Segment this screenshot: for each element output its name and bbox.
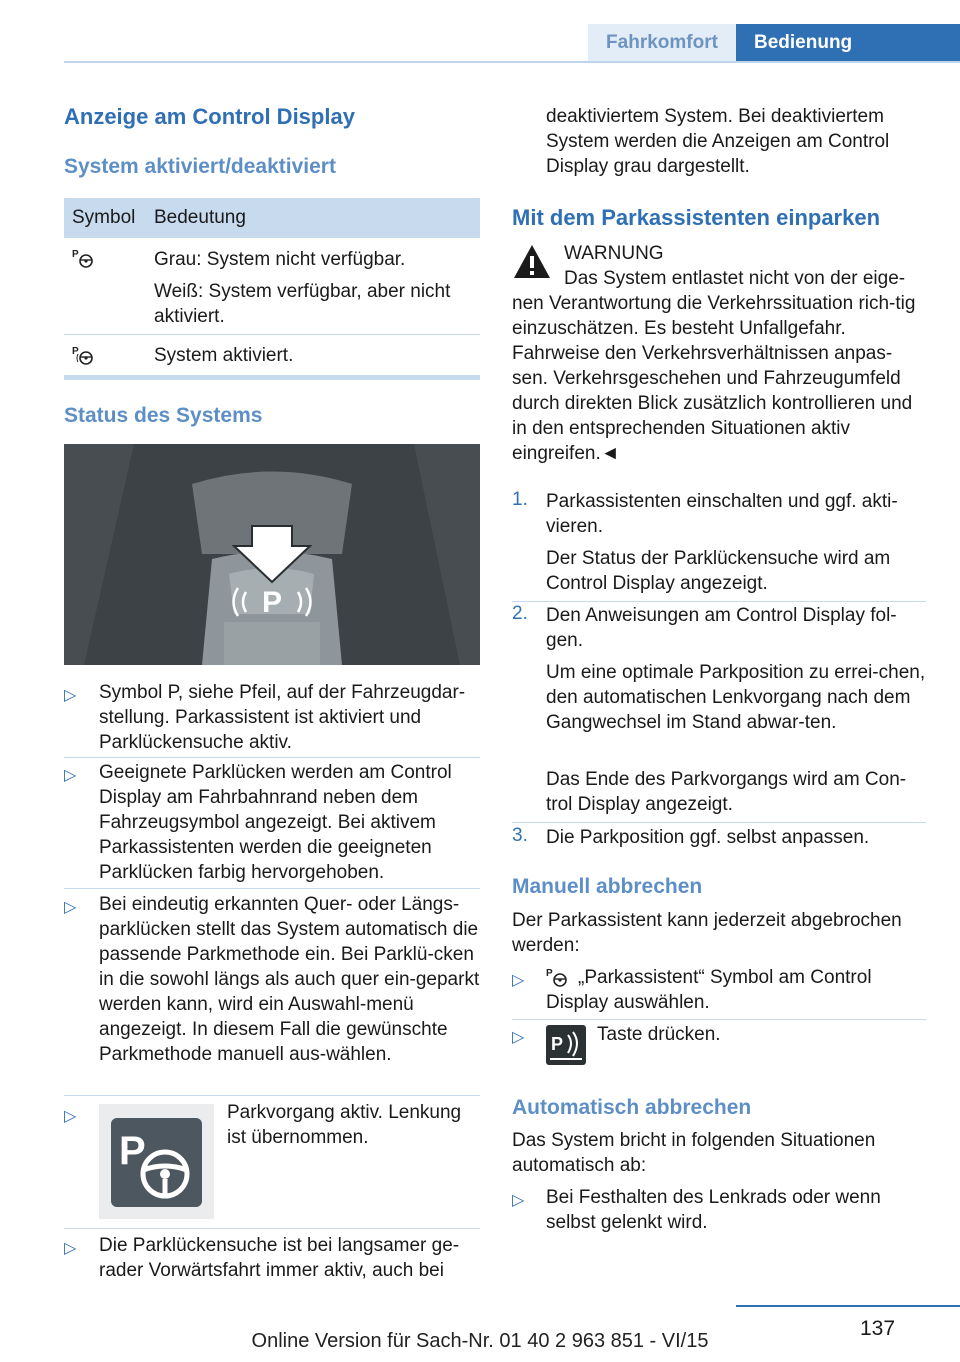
manual-bullet-1-line-2: Display auswählen. — [546, 992, 710, 1013]
park-assist-symbol-icon — [546, 967, 570, 992]
step-divider — [512, 822, 926, 823]
park-assist-symbol-active-icon — [72, 345, 96, 370]
header-section-tab: Fahrkomfort — [588, 24, 736, 62]
bullet-divider — [512, 1019, 926, 1020]
bullet-divider — [64, 1228, 480, 1229]
table-row-1-line-2: Weiß: System verfügbar, aber nicht aktiviert. — [154, 281, 451, 327]
park-heading: Mit dem Parkassistenten einparken — [512, 205, 881, 230]
continued-paragraph: deaktiviertem System. Bei deaktiviertem System werden die Anzeigen am Control Display grau dargestellt. — [546, 106, 890, 177]
header-chapter-tab: Bedienung — [736, 24, 960, 62]
triangle-bullet-icon: ▷ — [64, 1240, 77, 1257]
col-symbol-header: Symbol — [72, 207, 136, 228]
bullet-4-line-2: ist übernommen. — [227, 1127, 369, 1148]
triangle-bullet-icon: ▷ — [64, 1108, 77, 1125]
triangle-bullet-icon: ▷ — [64, 899, 77, 916]
table-row-divider — [64, 334, 480, 335]
parking-active-steering-icon — [99, 1104, 214, 1219]
step-1-text: Parkassistenten einschalten und ggf. akti-vieren. — [546, 491, 898, 537]
warning-triangle-icon — [512, 242, 552, 287]
svg-text:P: P — [72, 249, 79, 260]
triangle-bullet-icon: ▷ — [64, 767, 77, 784]
image-p-letter: P — [261, 586, 283, 619]
subsection-title: System aktiviert/deaktiviert — [64, 155, 336, 178]
page-number: 137 — [860, 1317, 896, 1340]
bullet-5: Die Parklückensuche ist bei langsamer ge-rader Vorwärtsfahrt immer aktiv, auch bei — [99, 1235, 460, 1281]
step-number: 1. — [512, 489, 528, 510]
section-title: Anzeige am Control Display — [64, 104, 355, 129]
table-bottom-rule — [64, 375, 480, 380]
svg-text:P: P — [72, 346, 79, 357]
bullet-divider — [64, 888, 480, 889]
step-1-sub: Der Status der Parklückensuche wird am Control Display angezeigt. — [546, 548, 891, 594]
svg-text:P: P — [546, 968, 553, 979]
parking-display-image — [64, 444, 480, 665]
svg-text:P: P — [119, 1129, 146, 1173]
warning-text: nen Verantwortung die Verkehrssituation rich-tig einzuschätzen. Es besteht Unfallgefahr. Fahrweise den Verkehrsverhältnissen anpas-sen. Verkehrsgeschehen und Fahrzeugumfeld durch direkten Blick zusätzlich kontrollieren und in den entsprechenden Situationen aktiv eingreifen.◄ — [512, 293, 916, 464]
manual-bullet-1-line-1: „Parkassistent“ Symbol am Control — [578, 967, 872, 988]
svg-text:P: P — [551, 1034, 564, 1054]
col-meaning-header: Bedeutung — [154, 207, 246, 228]
triangle-bullet-icon: ▷ — [512, 1029, 525, 1046]
bullet-divider — [64, 1095, 480, 1096]
bullet-divider — [64, 757, 480, 758]
warning-title: WARNUNG — [564, 243, 664, 264]
header-rule — [64, 61, 960, 63]
step-2-sub-2: Das Ende des Parkvorgangs wird am Con-trol Display angezeigt. — [546, 769, 907, 815]
auto-cancel-heading: Automatisch abbrechen — [512, 1096, 752, 1119]
triangle-bullet-icon: ▷ — [512, 1192, 525, 1209]
step-number: 3. — [512, 825, 528, 846]
manual-cancel-text: Der Parkassistent kann jederzeit abgebrochen werden: — [512, 910, 902, 956]
table-header — [64, 198, 480, 238]
park-assist-symbol-gray-icon — [72, 248, 96, 273]
triangle-bullet-icon: ▷ — [512, 972, 525, 989]
bullet-1: Symbol P, siehe Pfeil, auf der Fahrzeugdar-stellung. Parkassistent ist aktiviert und Parklückensuche aktiv. — [99, 682, 466, 753]
table-row-2-text: System aktiviert. — [154, 345, 294, 366]
manual-cancel-heading: Manuell abbrechen — [512, 875, 703, 898]
auto-cancel-text: Das System bricht in folgenden Situationen automatisch ab: — [512, 1130, 876, 1176]
manual-bullet-2: Taste drücken. — [597, 1024, 721, 1045]
step-2-sub-1: Um eine optimale Parkposition zu errei-chen, den automatischen Lenkvorgang nach dem Gangwechsel im Stand abwar-ten. — [546, 662, 926, 733]
step-number: 2. — [512, 603, 528, 624]
warning-first-line: Das System entlastet nicht von der eige- — [564, 268, 906, 289]
bullet-2: Geeignete Parklücken werden am Control Display am Fahrbahnrand neben dem Fahrzeugsymbol angezeigt. Bei aktivem Parkassistenten werden die geeigneten Parklücken farbig hervorgehoben. — [99, 762, 452, 883]
status-heading: Status des Systems — [64, 404, 263, 427]
footer-rule — [736, 1305, 960, 1307]
step-divider — [512, 601, 926, 602]
bullet-3: Bei eindeutig erkannten Quer- oder Längs-parklücken stellt das System automatisch die passende Parkmethode ein. Bei Parklü-cken in die sowohl längs als auch quer ein-geparkt werden kann, wird ein Auswahl-menü angezeigt. In diesem Fall die gewünschte Parkmethode manuell aus-wählen. — [99, 894, 480, 1065]
online-version-note: Online Version für Sach-Nr. 01 40 2 963 851 - VI/15 — [251, 1330, 709, 1352]
park-assist-button-icon — [546, 1025, 586, 1065]
step-2-text: Den Anweisungen am Control Display fol-gen. — [546, 605, 897, 651]
triangle-bullet-icon: ▷ — [64, 687, 77, 704]
table-row-1-line-1: Grau: System nicht verfügbar. — [154, 249, 406, 270]
auto-bullet-1: Bei Festhalten des Lenkrads oder wenn selbst gelenkt wird. — [546, 1187, 881, 1233]
bullet-4-line-1: Parkvorgang aktiv. Lenkung — [227, 1102, 462, 1123]
step-3-text: Die Parkposition ggf. selbst anpassen. — [546, 827, 870, 848]
